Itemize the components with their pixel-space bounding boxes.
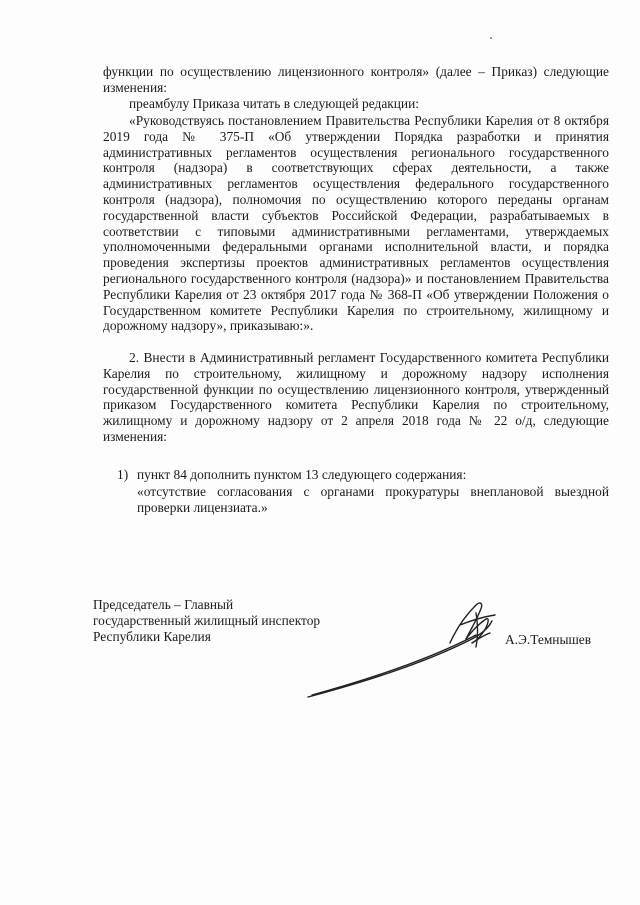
position-line-1: Председатель – Главный <box>93 597 234 612</box>
position-line-3: Республики Карелия <box>93 629 211 644</box>
preamble-quote-paragraph: «Руководствуясь постановлением Правительства Республики Карелия от 8 октября 2019 года № 375-П «Об утверждении Порядка разработки и принятия административных регламентов осуществления регионального государственного контроля (надзора) в соответствующих сферах деятельности, а также административных регламентов осуществления федерального государственного контроля (надзора), полномочия по осуществлению которого переданы органам государственной власти субъектов Российской Федерации, разрабатываемых в соответствии с типовыми административными регламентами, утверждаемых уполномоченными федеральными органами исполнительной власти, и порядка проведения экспертизы проектов административных регламентов осуществления регионального государственного контроля (надзора)» и постановлением Правительства Республики Карелия от 23 октября 2017 года № 368-П «Об утверждении Положения о Государственном комитете Республики Карелия по строительному, жилищному и дорожному надзору», приказываю:». <box>103 113 609 334</box>
intro-paragraph: функции по осуществлению лицензионного контроля» (далее – Приказ) следующие изменения: <box>103 64 609 95</box>
list-marker: 1) <box>117 467 129 482</box>
signatory-name: А.Э.Темнышев <box>505 632 592 647</box>
item-2-paragraph: 2. Внести в Административный регламент Государственного комитета Республики Карелия по строительному, жилищному и дорожному надзору исполнения государственной функции по осуществлению лицензионного контроля, утвержденный приказом Государственного комитета Республики Карелия по строительному, жилищному и дорожному надзору от 2 апреля 2018 года № 22 о/д, следующие изменения: <box>103 350 609 444</box>
list-item-text: пункт 84 дополнить пунктом 13 следующего содержания: <box>137 467 467 482</box>
position-line-2: государственный жилищный инспектор <box>93 613 321 628</box>
list-item-quote: «отсутствие согласования с органами прокуратуры внеплановой выездной проверки лицензиата.» <box>137 484 609 515</box>
handwritten-signature <box>300 595 510 705</box>
preamble-label-paragraph: преамбулу Приказа читать в следующей редакции: <box>129 96 419 111</box>
scan-speck <box>490 37 492 39</box>
signatory-position <box>93 597 320 645</box>
